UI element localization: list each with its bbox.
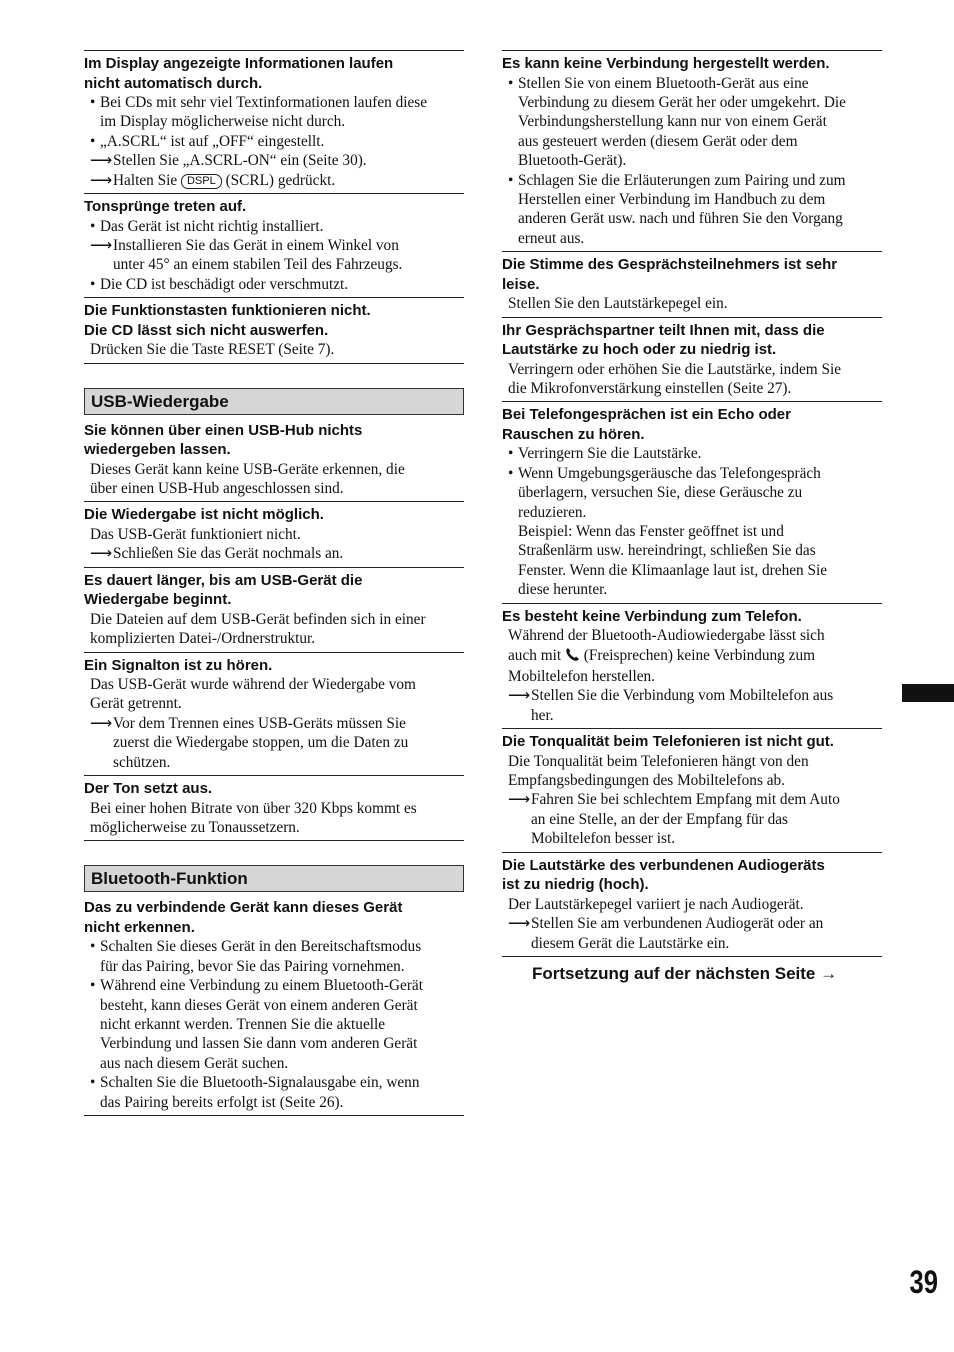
faq-phone-quality — [502, 729, 882, 853]
faq-question: Ein Signalton ist zu hören. — [84, 656, 273, 674]
faq-sound-skips — [84, 194, 464, 298]
bullet-item: • Während eine Verbindung zu einem Bluetooth-Gerät besteht, kann dieses Gerät von einem anderen Gerät nicht erkannt werden. Trennen Sie die aktuelle Verbindung und lassen Sie dann vom anderen Gerät aus nach diesem Gerät suchen. — [84, 976, 464, 1073]
faq-usb-beep — [84, 653, 464, 777]
faq-question: Im Display angezeigte Informationen laufen nicht automatisch durch. — [84, 55, 394, 92]
page-number: 39 — [909, 1264, 938, 1300]
section-heading-bluetooth: Bluetooth-Funktion — [84, 865, 464, 892]
right-column — [502, 50, 882, 957]
faq-audio-volume — [502, 853, 882, 957]
faq-question: Die Tonqualität beim Telefonieren ist nicht gut. — [502, 733, 834, 751]
answer-text: Der Lautstärkepegel variiert je nach Audiogerät. — [508, 895, 804, 913]
faq-question: Das zu verbindende Gerät kann dieses Gerät nicht erkennen. — [84, 899, 403, 936]
right-arrow-icon: ⟶ — [508, 915, 530, 933]
faq-display-scroll — [84, 51, 464, 194]
faq-question: Die Funktionstasten funktionieren nicht. Die CD lässt sich nicht auswerfen. — [84, 302, 371, 339]
bullet-item: • Die CD ist beschädigt oder verschmutzt. — [84, 275, 464, 294]
faq-question: Der Ton setzt aus. — [84, 780, 213, 798]
bullet-item: • Verringern Sie die Lautstärke. — [502, 444, 882, 463]
faq-no-phone-connection — [502, 604, 882, 730]
answer-text: Die Tonqualität beim Telefonieren hängt von den Empfangsbedingungen des Mobiltelefons ab. — [508, 752, 809, 790]
faq-question: Ihr Gesprächspartner teilt Ihnen mit, dass die Lautstärke zu hoch oder zu niedrig ist. — [502, 321, 825, 359]
right-arrow-icon: ⟶ — [508, 687, 530, 705]
action-item: ⟶ Schließen Sie das Gerät nochmals an. — [90, 545, 344, 563]
bullet-item: • „A.SCRL“ ist auf „OFF“ eingestellt. — [84, 132, 464, 151]
faq-usb-hub — [84, 418, 464, 503]
action-item: ⟶ Stellen Sie die Verbindung vom Mobiltelefon aus her. — [508, 687, 834, 724]
section-heading-usb: USB-Wiedergabe — [84, 388, 464, 415]
bullet-item: • Stellen Sie von einem Bluetooth-Gerät aus eine Verbindung zu diesem Gerät her oder umgekehrt. Die Verbindungsherstellung kann nur von einem Gerät aus gesteuert werden (diesem Gerät oder dem Bluetooth-Gerät). — [502, 74, 882, 171]
faq-question: Bei Telefongesprächen ist ein Echo oder Rauschen zu hören. — [502, 406, 791, 443]
action-item: ⟶ Stellen Sie am verbundenen Audiogerät oder an diesem Gerät die Lautstärke ein. — [508, 915, 824, 952]
faq-usb-sound-drops — [84, 776, 464, 841]
action-item: ⟶ Halten Sie DSPL (SCRL) gedrückt. — [90, 171, 336, 189]
answer-text: Bei einer hohen Bitrate von über 320 Kbps kommt es möglicherweise zu Tonaussetzern. — [90, 799, 417, 836]
thumb-index-tab — [902, 684, 954, 702]
faq-question: Es dauert länger, bis am USB-Gerät die Wiedergabe beginnt. — [84, 571, 363, 609]
answer-text: Das USB-Gerät wurde während der Wiedergabe vom Gerät getrennt. — [90, 676, 416, 713]
answer-text: Stellen Sie den Lautstärkepegel ein. — [508, 295, 728, 313]
faq-question: Die Lautstärke des verbundenen Audiogeräts ist zu niedrig (hoch). — [502, 856, 825, 894]
answer-text: Während der Bluetooth-Audiowiedergabe lässt sich auch mit (Freisprechen) keine Verbindung zum Mobiltelefon herstellen. — [508, 627, 825, 685]
phone-handset-icon — [565, 647, 580, 667]
cd-troubleshooting-list — [84, 50, 464, 364]
action-item: ⟶ Vor dem Trennen eines USB-Geräts müssen Sie zuerst die Wiedergabe stoppen, um die Daten zu schützen. — [90, 714, 409, 771]
dspl-button-icon: DSPL — [181, 174, 222, 189]
right-arrow-icon: ⟶ — [90, 152, 112, 170]
right-arrow-icon: ⟶ — [90, 171, 112, 189]
faq-usb-slow-start — [84, 568, 464, 653]
bluetooth-troubleshooting-list — [84, 895, 464, 1116]
action-item: ⟶ Stellen Sie „A.SCRL-ON“ ein (Seite 30). — [90, 152, 367, 170]
bullet-item: • Schalten Sie die Bluetooth-Signalausgabe ein, wenn das Pairing bereits erfolgt ist (Seite 26). — [84, 1073, 464, 1112]
example-text: Beispiel: Wenn das Fenster geöffnet ist und Straßenlärm usw. hereindringt, schließen Sie das Fenster. Wenn die Klimaanlage laut ist, drehen Sie diese herunter. — [518, 523, 828, 599]
bullet-item: • Bei CDs mit sehr viel Textinformationen laufen diese im Display möglicherweise nicht durch. — [84, 93, 464, 132]
right-arrow-icon: ⟶ — [508, 791, 530, 809]
faq-question: Die Wiedergabe ist nicht möglich. — [84, 506, 324, 524]
usb-troubleshooting-list — [84, 418, 464, 842]
answer-text: Dieses Gerät kann keine USB-Geräte erkennen, die über einen USB-Hub angeschlossen sind. — [90, 460, 405, 497]
faq-echo-noise — [502, 402, 882, 603]
faq-question: Die Stimme des Gesprächsteilnehmers ist sehr leise. — [502, 256, 838, 293]
continuation-note: Fortsetzung auf der nächsten Seite → — [532, 964, 838, 983]
answer-text: Drücken Sie die Taste RESET (Seite 7). — [90, 341, 335, 359]
faq-question: Sie können über einen USB-Hub nichts wiedergeben lassen. — [84, 421, 363, 459]
right-arrow-icon: ⟶ — [90, 236, 112, 254]
right-arrow-icon: ⟶ — [90, 714, 112, 732]
faq-usb-playback — [84, 502, 464, 567]
answer-text: Das USB-Gerät funktioniert nicht. — [90, 525, 301, 543]
left-column — [84, 50, 464, 1116]
answer-text: Verringern oder erhöhen Sie die Lautstärke, indem Sie die Mikrofonverstärkung einstellen (Seite 27). — [508, 360, 842, 397]
faq-no-connection — [502, 51, 882, 252]
bullet-item: • Schalten Sie dieses Gerät in den Bereitschaftsmodus für das Pairing, bevor Sie das Pairing vornehmen. — [84, 937, 464, 976]
bullet-item: • Wenn Umgebungsgeräusche das Telefongespräch überlagern, versuchen Sie, diese Geräusche zu reduzieren. — [502, 464, 882, 522]
bullet-item: • Schlagen Sie die Erläuterungen zum Pairing und zum Herstellen einer Verbindung im Handbuch zu dem anderen Gerät usw. nach und führen Sie den Vorgang erneut aus. — [502, 171, 882, 249]
faq-function-keys — [84, 298, 464, 363]
action-item: ⟶ Fahren Sie bei schlechtem Empfang mit dem Auto an eine Stelle, an der der Empfang für das Mobiltelefon besser ist. — [508, 791, 840, 848]
answer-text: Die Dateien auf dem USB-Gerät befinden sich in einer komplizierten Datei-/Ordnerstruktur. — [90, 610, 426, 648]
action-item: ⟶ Installieren Sie das Gerät in einem Winkel von unter 45° an einem stabilen Teil des Fahrzeugs. — [90, 236, 403, 274]
faq-question: Es besteht keine Verbindung zum Telefon. — [502, 607, 802, 625]
right-arrow-icon: ⟶ — [90, 545, 112, 563]
faq-voice-quiet — [502, 252, 882, 317]
bullet-item: • Das Gerät ist nicht richtig installiert. — [84, 217, 464, 236]
faq-question: Tonsprünge treten auf. — [84, 198, 247, 216]
faq-partner-volume — [502, 318, 882, 403]
faq-question: Es kann keine Verbindung hergestellt werden. — [502, 55, 830, 72]
bluetooth-troubleshooting-list-continued — [502, 50, 882, 957]
faq-bt-not-recognized — [84, 895, 464, 1116]
